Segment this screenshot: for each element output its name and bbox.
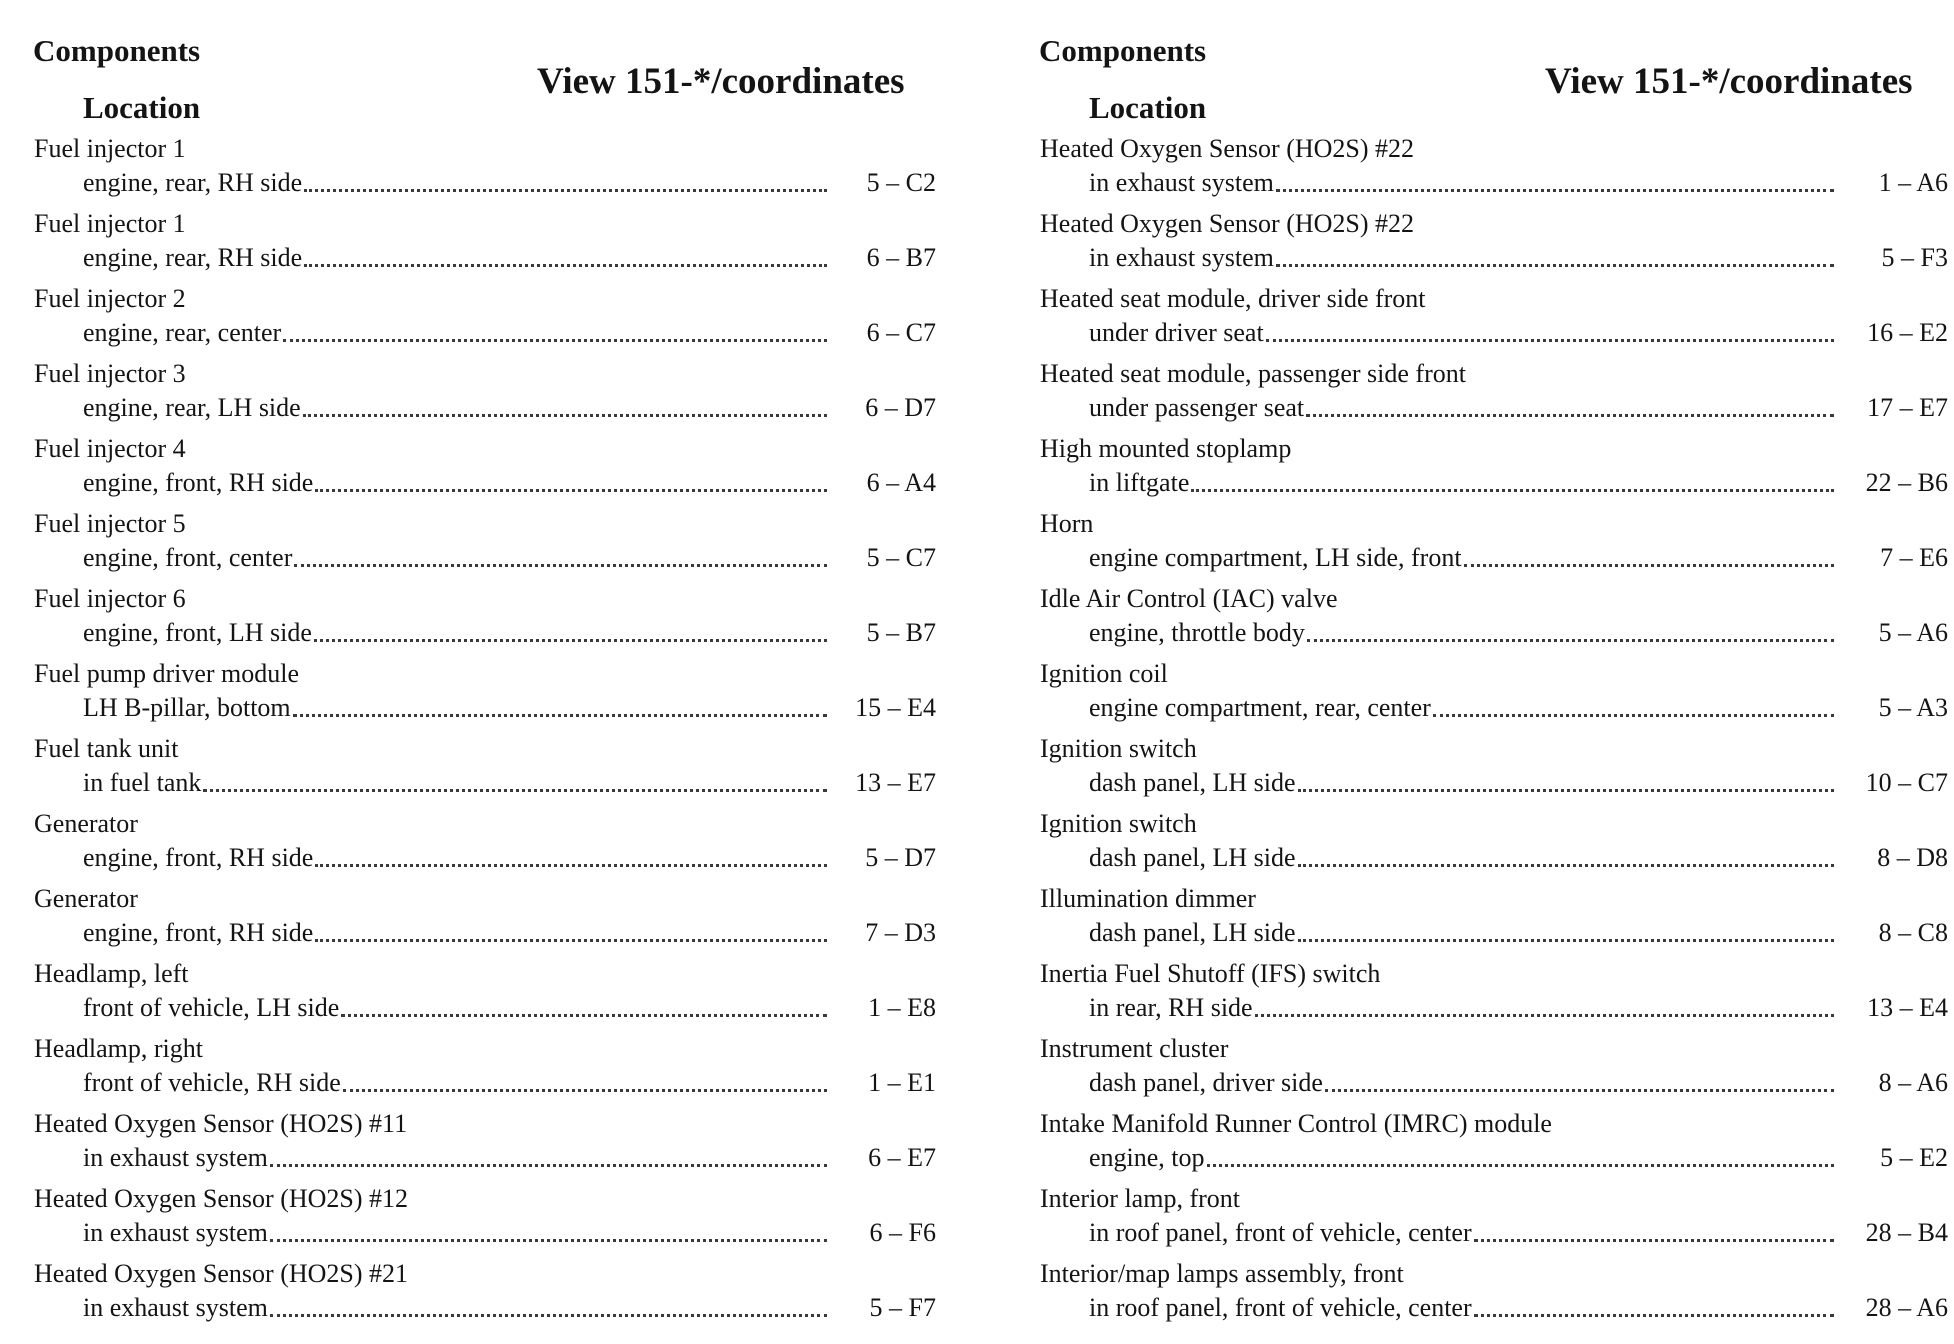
view-coordinate: 7 – E6 <box>1880 543 1948 572</box>
location-line <box>1089 392 1834 424</box>
location-line <box>83 542 827 574</box>
location-line <box>1089 1292 1834 1324</box>
location-line <box>83 467 827 499</box>
view-coordinate: 5 – C2 <box>866 168 936 197</box>
location-line <box>1089 842 1834 874</box>
view-coordinate: 15 – E4 <box>855 693 936 722</box>
component-location: engine, rear, RH side <box>83 168 303 197</box>
component-entry <box>1040 1033 1948 1108</box>
component-entry <box>34 1183 934 1258</box>
component-name: Inertia Fuel Shutoff (IFS) switch <box>1040 959 1381 988</box>
view-coordinate: 5 – E2 <box>1880 1143 1948 1172</box>
component-location: engine, front, RH side <box>83 918 314 947</box>
component-name: Fuel injector 6 <box>34 584 186 613</box>
component-name: Fuel injector 2 <box>34 284 186 313</box>
component-location: under passenger seat <box>1089 393 1305 422</box>
view-coordinate: 17 – E7 <box>1867 393 1948 422</box>
component-location: engine compartment, LH side, front <box>1089 543 1462 572</box>
component-entry <box>34 133 934 208</box>
component-entry <box>1040 583 1948 658</box>
component-name: Heated seat module, driver side front <box>1040 284 1426 313</box>
view-coordinate: 8 – D8 <box>1877 843 1948 872</box>
component-name: Heated Oxygen Sensor (HO2S) #22 <box>1040 209 1415 238</box>
component-name: Generator <box>34 884 138 913</box>
view-coordinate: 6 – A4 <box>866 468 936 497</box>
location-line <box>1089 242 1834 274</box>
location-line <box>1089 767 1834 799</box>
component-location: in exhaust system <box>1089 168 1274 197</box>
component-location: in roof panel, front of vehicle, center <box>1089 1218 1472 1247</box>
component-name: Headlamp, left <box>34 959 189 988</box>
dot-leader <box>303 406 827 417</box>
location-line <box>83 167 827 199</box>
component-entry <box>1040 208 1948 283</box>
view-coordinate: 5 – C7 <box>866 543 936 572</box>
component-location: in liftgate <box>1089 468 1190 497</box>
component-entry <box>1040 733 1948 808</box>
location-line <box>1089 992 1834 1024</box>
location-line <box>83 317 827 349</box>
component-entry <box>34 283 934 358</box>
dot-leader <box>1464 556 1834 567</box>
view-coordinate: 1 – E8 <box>868 993 936 1022</box>
component-entry <box>34 208 934 283</box>
location-line <box>1089 1067 1834 1099</box>
component-location: engine, rear, RH side <box>83 243 303 272</box>
component-name: Intake Manifold Runner Control (IMRC) module <box>1040 1109 1552 1138</box>
component-location: under driver seat <box>1089 318 1264 347</box>
view-coordinate: 5 – A6 <box>1878 618 1948 647</box>
component-name: Interior lamp, front <box>1040 1184 1240 1213</box>
dot-leader <box>270 1156 827 1167</box>
component-name: Idle Air Control (IAC) valve <box>1040 584 1338 613</box>
location-line <box>83 1142 827 1174</box>
view-coordinate: 5 – A3 <box>1878 693 1948 722</box>
dot-leader <box>315 481 827 492</box>
component-entry <box>34 508 934 583</box>
view-coordinate: 16 – E2 <box>1867 318 1948 347</box>
component-location: engine, top <box>1089 1143 1205 1172</box>
dot-leader <box>341 1006 827 1017</box>
location-line <box>83 692 827 724</box>
component-entry <box>1040 283 1948 358</box>
component-location: in exhaust system <box>83 1218 268 1247</box>
dot-leader <box>1255 1006 1834 1017</box>
component-entry <box>1040 883 1948 958</box>
view-coordinate: 5 – B7 <box>866 618 936 647</box>
location-line <box>1089 167 1834 199</box>
dot-leader <box>1433 706 1834 717</box>
dot-leader <box>1207 1156 1834 1167</box>
component-location: engine, rear, center <box>83 318 282 347</box>
location-line <box>1089 917 1834 949</box>
view-coordinate: 13 – E4 <box>1867 993 1948 1022</box>
location-line <box>83 1292 827 1324</box>
dot-leader <box>1266 331 1834 342</box>
component-name: Heated Oxygen Sensor (HO2S) #11 <box>34 1109 408 1138</box>
component-entry <box>34 883 934 958</box>
component-name: Generator <box>34 809 138 838</box>
component-name: Fuel injector 1 <box>34 209 186 238</box>
location-line <box>1089 1217 1834 1249</box>
dot-leader <box>1474 1231 1834 1242</box>
component-entry <box>34 1108 934 1183</box>
dot-leader <box>1191 481 1834 492</box>
component-entry <box>34 808 934 883</box>
location-line <box>1089 542 1834 574</box>
location-line <box>1089 317 1834 349</box>
view-coordinate: 5 – F3 <box>1881 243 1948 272</box>
dot-leader <box>293 706 827 717</box>
location-line <box>1089 692 1834 724</box>
component-list <box>1040 133 1948 1333</box>
dot-leader <box>1307 631 1834 642</box>
component-location: engine compartment, rear, center <box>1089 693 1431 722</box>
component-name: Fuel injector 4 <box>34 434 186 463</box>
component-name: Ignition switch <box>1040 809 1197 838</box>
component-location: engine, front, LH side <box>83 618 312 647</box>
component-name: Fuel tank unit <box>34 734 179 763</box>
view-coordinates-heading: View 151-*/coordinates <box>537 61 905 102</box>
component-name: Fuel injector 3 <box>34 359 186 388</box>
dot-leader <box>314 631 827 642</box>
view-coordinate: 10 – C7 <box>1865 768 1948 797</box>
component-location: engine, front, center <box>83 543 293 572</box>
view-coordinate: 8 – A6 <box>1878 1068 1948 1097</box>
location-line <box>83 1217 827 1249</box>
dot-leader <box>1298 856 1834 867</box>
component-location: dash panel, LH side <box>1089 843 1296 872</box>
component-entry <box>1040 1183 1948 1258</box>
view-coordinate: 28 – A6 <box>1865 1293 1948 1322</box>
component-name: Fuel injector 5 <box>34 509 186 538</box>
location-line <box>83 917 827 949</box>
components-heading: Components <box>33 33 201 68</box>
component-entry <box>1040 1108 1948 1183</box>
component-entry <box>34 1258 934 1333</box>
component-list <box>34 133 934 1333</box>
view-coordinate: 5 – F7 <box>869 1293 936 1322</box>
view-coordinate: 1 – A6 <box>1878 168 1948 197</box>
dot-leader <box>203 781 827 792</box>
view-coordinates-heading: View 151-*/coordinates <box>1545 61 1913 102</box>
view-coordinate: 6 – E7 <box>868 1143 936 1172</box>
component-name: Interior/map lamps assembly, front <box>1040 1259 1404 1288</box>
component-entry <box>34 658 934 733</box>
component-entry <box>1040 508 1948 583</box>
component-location: engine, front, RH side <box>83 468 314 497</box>
location-line <box>83 1067 827 1099</box>
component-entry <box>34 358 934 433</box>
component-location: in fuel tank <box>83 768 202 797</box>
component-name: Headlamp, right <box>34 1034 203 1063</box>
dot-leader <box>304 256 827 267</box>
location-heading: Location <box>1089 90 1207 125</box>
view-coordinate: 6 – C7 <box>866 318 936 347</box>
view-coordinate: 1 – E1 <box>868 1068 936 1097</box>
component-name: Ignition coil <box>1040 659 1168 688</box>
left-column <box>0 0 970 1344</box>
dot-leader <box>270 1231 827 1242</box>
component-entry <box>34 1033 934 1108</box>
component-entry <box>1040 658 1948 733</box>
component-name: Fuel pump driver module <box>34 659 300 688</box>
dot-leader <box>315 931 827 942</box>
view-coordinate: 22 – B6 <box>1865 468 1948 497</box>
view-coordinate: 13 – E7 <box>855 768 936 797</box>
dot-leader <box>1276 181 1834 192</box>
component-entry <box>1040 958 1948 1033</box>
component-entry <box>34 433 934 508</box>
component-location: front of vehicle, RH side <box>83 1068 341 1097</box>
location-line <box>83 842 827 874</box>
view-coordinate: 6 – F6 <box>869 1218 936 1247</box>
component-entry <box>34 958 934 1033</box>
view-coordinate: 5 – D7 <box>865 843 936 872</box>
component-name: Illumination dimmer <box>1040 884 1256 913</box>
location-line <box>83 992 827 1024</box>
component-name: Instrument cluster <box>1040 1034 1229 1063</box>
view-coordinate: 6 – D7 <box>865 393 936 422</box>
component-entry <box>1040 433 1948 508</box>
location-line <box>1089 467 1834 499</box>
component-location: in exhaust system <box>83 1293 268 1322</box>
component-location: dash panel, LH side <box>1089 768 1296 797</box>
component-entry <box>34 583 934 658</box>
dot-leader <box>1474 1306 1834 1317</box>
location-line <box>83 767 827 799</box>
dot-leader <box>294 556 827 567</box>
component-name: High mounted stoplamp <box>1040 434 1292 463</box>
component-name: Heated seat module, passenger side front <box>1040 359 1466 388</box>
dot-leader <box>270 1306 827 1317</box>
view-coordinate: 6 – B7 <box>866 243 936 272</box>
dot-leader <box>343 1081 827 1092</box>
component-name: Heated Oxygen Sensor (HO2S) #12 <box>34 1184 409 1213</box>
dot-leader <box>1298 781 1834 792</box>
component-location: in rear, RH side <box>1089 993 1253 1022</box>
location-line <box>83 392 827 424</box>
component-location: in roof panel, front of vehicle, center <box>1089 1293 1472 1322</box>
dot-leader <box>1298 931 1834 942</box>
component-location: front of vehicle, LH side <box>83 993 340 1022</box>
component-name: Heated Oxygen Sensor (HO2S) #22 <box>1040 134 1415 163</box>
component-location: engine, rear, LH side <box>83 393 301 422</box>
component-name: Ignition switch <box>1040 734 1197 763</box>
component-name: Horn <box>1040 509 1094 538</box>
dot-leader <box>1306 406 1834 417</box>
view-coordinate: 7 – D3 <box>865 918 936 947</box>
component-entry <box>1040 358 1948 433</box>
location-line <box>83 617 827 649</box>
dot-leader <box>304 181 827 192</box>
location-line <box>1089 617 1834 649</box>
dot-leader <box>315 856 827 867</box>
dot-leader <box>1325 1081 1834 1092</box>
right-column <box>1004 0 1954 1344</box>
component-location: in exhaust system <box>1089 243 1274 272</box>
component-location: dash panel, driver side <box>1089 1068 1323 1097</box>
component-entry <box>34 733 934 808</box>
dot-leader <box>283 331 827 342</box>
component-location: in exhaust system <box>83 1143 268 1172</box>
components-heading: Components <box>1039 33 1207 68</box>
component-location: engine, front, RH side <box>83 843 314 872</box>
component-entry <box>1040 808 1948 883</box>
view-coordinate: 8 – C8 <box>1878 918 1948 947</box>
component-entry <box>1040 1258 1948 1333</box>
location-line <box>1089 1142 1834 1174</box>
dot-leader <box>1276 256 1834 267</box>
view-coordinate: 28 – B4 <box>1865 1218 1948 1247</box>
component-entry <box>1040 133 1948 208</box>
component-name: Fuel injector 1 <box>34 134 186 163</box>
component-location: LH B-pillar, bottom <box>83 693 291 722</box>
component-location: dash panel, LH side <box>1089 918 1296 947</box>
component-location: engine, throttle body <box>1089 618 1305 647</box>
location-heading: Location <box>83 90 201 125</box>
location-line <box>83 242 827 274</box>
component-name: Heated Oxygen Sensor (HO2S) #21 <box>34 1259 409 1288</box>
